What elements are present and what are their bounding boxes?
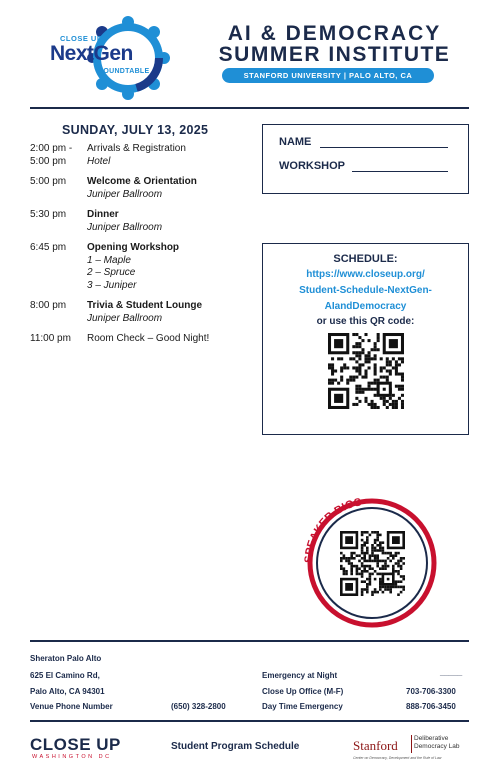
workshop-room: 1 – Maple (87, 254, 131, 266)
schedule-url-link[interactable] (263, 267, 468, 315)
footer-top-divider (30, 640, 469, 642)
speaker-bios-label: SPEAKER BIOS (302, 496, 363, 564)
schedule-item (30, 209, 245, 234)
schedule-event (87, 143, 186, 168)
logo-nextgen-text: NextGen (50, 42, 133, 65)
venue-phone-label: Venue Phone Number (30, 702, 113, 711)
schedule-list (30, 143, 245, 354)
name-blank-line (320, 147, 448, 148)
event-location: Juniper Ballroom (87, 188, 163, 200)
schedule-item (30, 176, 245, 201)
workshop-blank-line (352, 171, 448, 172)
page-title-line1: AI & DEMOCRACY (227, 22, 442, 45)
event-title: Welcome & Orientation (87, 176, 197, 187)
schedule-heading: SCHEDULE: (333, 253, 398, 265)
lab-name-line1: Deliberative (414, 735, 449, 742)
workshop-room: 3 – Juniper (87, 279, 137, 291)
name-label: NAME (279, 136, 312, 148)
footer-document-title: Student Program Schedule (171, 741, 300, 752)
schedule-event (87, 333, 209, 346)
location-badge: STANFORD UNIVERSITY | PALO ALTO, CA (222, 68, 434, 83)
name-field[interactable] (279, 136, 448, 148)
event-title: Room Check – Good Night! (87, 333, 210, 344)
nextgen-logo (48, 12, 188, 102)
venue-phone: (650) 328-2800 (171, 702, 226, 711)
closeup-logo-subtitle: WASHINGTON DC (32, 754, 112, 760)
event-title: Dinner (87, 209, 119, 220)
schedule-item (30, 143, 245, 168)
emergency-night-label: Emergency at Night (262, 671, 338, 680)
emergency-night-value: _____ (440, 668, 463, 677)
office-phone: 703-706-3300 (406, 687, 456, 696)
venue-address-line2: Palo Alto, CA 94301 (30, 687, 105, 696)
venue-address-line1: 625 El Camino Rd, (30, 671, 100, 680)
schedule-link-box (262, 243, 469, 435)
url-line: Student-Schedule-NextGen- (299, 285, 432, 296)
venue-name: Sheraton Palo Alto (30, 654, 102, 663)
schedule-time: 8:00 pm (30, 300, 67, 311)
schedule-time: 11:00 pm (30, 333, 71, 344)
speaker-bios-qr-badge[interactable] (294, 485, 444, 635)
workshop-room: 2 – Spruce (87, 267, 136, 278)
event-location: Juniper Ballroom (87, 221, 163, 233)
schedule-item (30, 300, 245, 325)
lab-name-line2: Democracy Lab (414, 743, 460, 750)
event-title: Opening Workshop (87, 242, 180, 253)
schedule-event (87, 242, 179, 292)
stanford-wordmark: Stanford (353, 738, 398, 753)
url-line: AIandDemocracy (324, 301, 407, 312)
schedule-date: SUNDAY, JULY 13, 2025 (62, 123, 209, 137)
daytime-emergency-label: Day Time Emergency (262, 702, 343, 711)
logo-roundtable-text: ROUNDTABLE (98, 68, 150, 75)
logo-closeup-text: CLOSE UP (60, 34, 103, 43)
schedule-time: 5:00 pm (30, 176, 67, 187)
event-location: Juniper Ballroom (87, 312, 163, 324)
schedule-qr-code[interactable] (328, 333, 404, 409)
stanford-divider (411, 735, 412, 753)
time-start: 2:00 pm - (30, 143, 73, 154)
page-title-line2: SUMMER INSTITUTE (218, 43, 451, 66)
schedule-event (87, 209, 162, 234)
url-line: https://www.closeup.org/ (306, 269, 425, 280)
lab-name (414, 735, 460, 751)
event-title: Arrivals & Registration (87, 143, 186, 154)
qr-instruction: or use this QR code: (316, 316, 415, 327)
event-location: Hotel (87, 155, 111, 167)
office-label: Close Up Office (M-F) (262, 687, 344, 696)
workshop-field[interactable] (279, 160, 448, 172)
schedule-time: 5:30 pm (30, 209, 67, 220)
name-workshop-box (262, 124, 469, 194)
footer-bottom-divider (30, 720, 469, 722)
lab-center-name: Center on Democracy, Development and the Rule of Law (353, 756, 442, 760)
header-divider (30, 107, 469, 109)
schedule-event (87, 176, 197, 201)
workshop-label: WORKSHOP (279, 160, 345, 172)
closeup-logo: CLOSE UP (30, 735, 121, 754)
time-end: 5:00 pm (30, 155, 67, 167)
schedule-item (30, 333, 245, 346)
schedule-time (30, 143, 87, 168)
schedule-event (87, 300, 202, 325)
schedule-item (30, 242, 245, 292)
event-title: Trivia & Student Lounge (87, 300, 203, 311)
schedule-time: 6:45 pm (30, 242, 67, 253)
daytime-emergency-phone: 888-706-3450 (406, 702, 456, 711)
